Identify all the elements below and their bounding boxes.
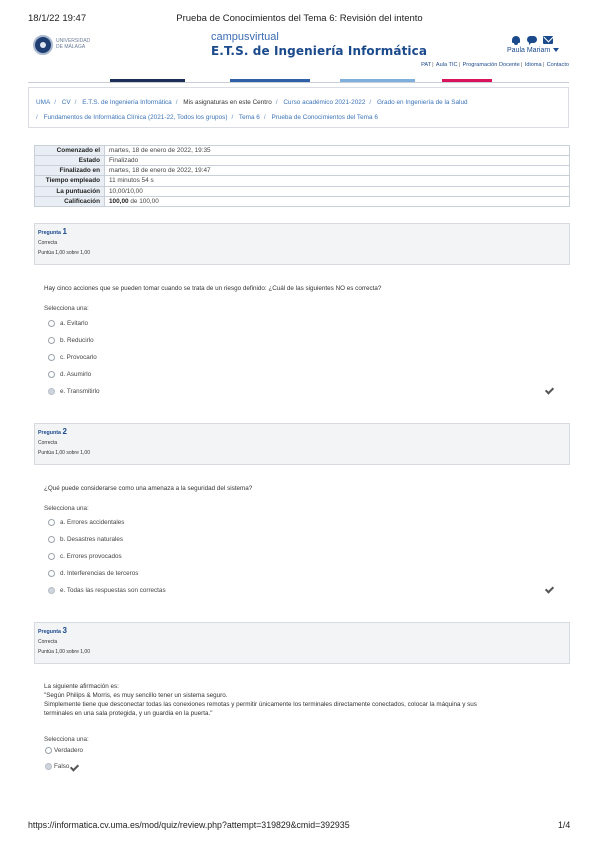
- colorbar-segment-3: [340, 79, 415, 82]
- question-1-option-e[interactable]: [48, 386, 100, 396]
- question-2-info: [34, 423, 570, 465]
- link-programacion-docente[interactable]: Programación Docente: [462, 62, 520, 68]
- summary-row: [35, 176, 570, 187]
- university-logo[interactable]: [33, 35, 93, 55]
- question-3-text-line: La siguiente afirmación es:: [44, 683, 119, 690]
- question-3-text-line: terminales en una sala protegida, y un guardia en la puerta.": [44, 710, 213, 717]
- question-1-select-label: Selecciona una:: [44, 305, 89, 312]
- link-contacto[interactable]: Contacto: [546, 62, 569, 68]
- question-1-option-c[interactable]: [48, 352, 97, 362]
- user-name: Paula Mariam: [507, 47, 551, 54]
- link-idioma[interactable]: Idioma: [524, 62, 542, 68]
- question-number: 1: [62, 227, 67, 236]
- summary-value: [105, 197, 570, 207]
- radio-button[interactable]: [48, 553, 55, 560]
- attempt-summary-table: [34, 145, 570, 207]
- radio-button-selected[interactable]: [45, 763, 52, 770]
- question-3-option-false[interactable]: [45, 761, 80, 771]
- bell-icon[interactable]: [511, 35, 521, 45]
- question-3-info: [34, 622, 570, 664]
- print-page-number: 1/4: [558, 820, 571, 830]
- correct-check-icon: [71, 763, 80, 771]
- user-menu[interactable]: [507, 47, 559, 54]
- summary-label: Finalizado en: [35, 166, 105, 176]
- option-label: b. Desastres naturales: [60, 535, 123, 543]
- summary-label: Comenzado el: [35, 146, 105, 156]
- correct-check-icon: [546, 386, 555, 394]
- summary-row: [35, 146, 570, 156]
- question-2-option-e[interactable]: [48, 585, 166, 595]
- university-seal-icon: [33, 35, 53, 55]
- question-label: Pregunta: [38, 230, 61, 236]
- header-divider: [28, 82, 569, 83]
- option-label: Falso: [54, 762, 70, 770]
- mail-icon[interactable]: [543, 35, 553, 45]
- summary-label: Estado: [35, 156, 105, 166]
- option-label: d. Interferencias de terceros: [60, 569, 139, 577]
- option-label: c. Errores provocados: [60, 552, 122, 560]
- question-status: Correcta: [38, 240, 58, 246]
- summary-value: 10,00/10,00: [105, 187, 570, 197]
- option-label: a. Evitarlo: [60, 319, 88, 327]
- colorbar-segment-4: [442, 79, 492, 82]
- link-aula-tic[interactable]: Aula TIC: [435, 62, 458, 68]
- radio-button[interactable]: [48, 371, 55, 378]
- breadcrumb-academic-year[interactable]: Curso académico 2021-2022: [283, 99, 366, 106]
- colorbar-segment-1: [110, 79, 185, 82]
- question-label: Pregunta: [38, 430, 61, 436]
- link-pat[interactable]: PAT: [421, 62, 432, 68]
- question-2-option-a[interactable]: [48, 517, 124, 527]
- question-1-info: [34, 223, 570, 265]
- question-status: Correcta: [38, 639, 58, 645]
- question-1-option-b[interactable]: [48, 335, 94, 345]
- breadcrumb-cv[interactable]: CV: [61, 99, 71, 106]
- summary-label: Calificación: [35, 197, 105, 207]
- summary-row: [35, 156, 570, 166]
- radio-button[interactable]: [48, 536, 55, 543]
- top-links: PAT| Aula TIC| Programación Docente| Idioma| Contacto: [421, 62, 569, 68]
- radio-button-selected[interactable]: [48, 587, 55, 594]
- grade-value: 100,00: [109, 198, 129, 205]
- correct-check-icon: [546, 585, 555, 593]
- question-label: Pregunta: [38, 629, 61, 635]
- breadcrumb-uma[interactable]: UMA: [36, 99, 51, 106]
- grade-total: de 100,00: [128, 198, 159, 205]
- option-label: Verdadero: [54, 746, 84, 754]
- site-brand[interactable]: [211, 31, 427, 58]
- question-status: Correcta: [38, 440, 58, 446]
- question-3-text-line: Simplemente tiene que desconectar todas las conexiones remotas y permitir únicamente los terminales directamente conectados, colocar la máquina y sus: [44, 701, 477, 708]
- option-label: e. Transmitirlo: [60, 387, 100, 395]
- question-2-option-c[interactable]: [48, 551, 122, 561]
- option-label: a. Errores accidentales: [60, 518, 125, 526]
- question-3-select-label: Selecciona una:: [44, 736, 89, 743]
- question-score: Puntúa 1,00 sobre 1,00: [38, 649, 90, 655]
- question-2-option-d[interactable]: [48, 568, 138, 578]
- question-2-select-label: Selecciona una:: [44, 505, 89, 512]
- question-2-option-b[interactable]: [48, 534, 123, 544]
- brand-school-name: E.T.S. de Ingeniería Informática: [211, 44, 428, 58]
- logo-text: UNIVERSIDAD DE MÁLAGA: [56, 38, 91, 50]
- breadcrumb-topic[interactable]: Tema 6: [238, 114, 260, 121]
- question-number: 3: [62, 626, 67, 635]
- option-label: d. Asumirlo: [60, 370, 92, 378]
- option-label: e. Todas las respuestas son correctas: [60, 586, 166, 594]
- radio-button[interactable]: [45, 747, 52, 754]
- breadcrumb-quiz[interactable]: Prueba de Conocimientos del Tema 6: [271, 114, 378, 121]
- radio-button[interactable]: [48, 320, 55, 327]
- breadcrumb-school[interactable]: E.T.S. de Ingeniería Informática: [82, 99, 172, 106]
- chevron-down-icon: [553, 48, 559, 52]
- print-header: [0, 0, 599, 32]
- radio-button[interactable]: [48, 519, 55, 526]
- question-3-text-line: "Según Philips & Morris, es muy sencillo tener un sistema seguro.: [44, 692, 228, 699]
- breadcrumb: UMA / CV / E.T.S. de Ingeniería Informática / Mis asignaturas en este Centro / Curso académico 2021-2022 / Grado en Ingeniería de la Salud / Fundamentos de Informática Clínica (2021-22, Todos los grupos) / Tema 6 / Prueba de Conocimientos del Tema 6: [28, 87, 569, 128]
- header-icons: [511, 35, 553, 47]
- summary-label: Tiempo empleado: [35, 176, 105, 187]
- question-1-option-d[interactable]: [48, 369, 91, 379]
- summary-value: martes, 18 de enero de 2022, 19:47: [105, 166, 570, 176]
- summary-row: [35, 197, 570, 207]
- radio-button[interactable]: [48, 337, 55, 344]
- radio-button-selected[interactable]: [48, 388, 55, 395]
- breadcrumb-my-subjects: Mis asignaturas en este Centro: [183, 99, 272, 106]
- question-2-text: ¿Qué puede considerarse como una amenaza a la seguridad del sistema?: [44, 485, 253, 492]
- question-3-option-true[interactable]: [45, 745, 83, 755]
- summary-label: La puntuación: [35, 187, 105, 197]
- question-1-option-a[interactable]: [48, 318, 88, 328]
- summary-value: martes, 18 de enero de 2022, 19:35: [105, 146, 570, 156]
- option-label: c. Provocarlo: [60, 353, 97, 361]
- question-1-text: Hay cinco acciones que se pueden tomar cuando se trata de un riesgo definido: ¿Cuál de las siguientes NO es correcta?: [44, 285, 382, 292]
- summary-row: [35, 166, 570, 176]
- question-score: Puntúa 1,00 sobre 1,00: [38, 250, 90, 256]
- summary-value: Finalizado: [105, 156, 570, 166]
- question-number: 2: [62, 427, 67, 436]
- radio-button[interactable]: [48, 570, 55, 577]
- option-label: b. Reducirlo: [60, 336, 94, 344]
- colorbar-segment-2: [230, 79, 310, 82]
- breadcrumb-course[interactable]: Fundamentos de Informática Clínica (2021-22, Todos los grupos): [43, 114, 228, 121]
- chat-icon[interactable]: [527, 35, 537, 45]
- print-title: Prueba de Conocimientos del Tema 6: Revisión del intento: [176, 13, 423, 24]
- brand-campusvirtual: campusvirtual: [211, 31, 279, 43]
- question-3-text: [44, 682, 477, 718]
- site-header: [0, 30, 599, 80]
- breadcrumb-degree[interactable]: Grado en Ingeniería de la Salud: [376, 99, 468, 106]
- summary-value: 11 minutos 54 s: [105, 176, 570, 187]
- print-date: 18/1/22 19:47: [28, 13, 87, 24]
- summary-row: [35, 187, 570, 197]
- question-score: Puntúa 1,00 sobre 1,00: [38, 450, 90, 456]
- print-url: https://informatica.cv.uma.es/mod/quiz/review.php?attempt=319829&cmid=392935: [28, 820, 350, 830]
- radio-button[interactable]: [48, 354, 55, 361]
